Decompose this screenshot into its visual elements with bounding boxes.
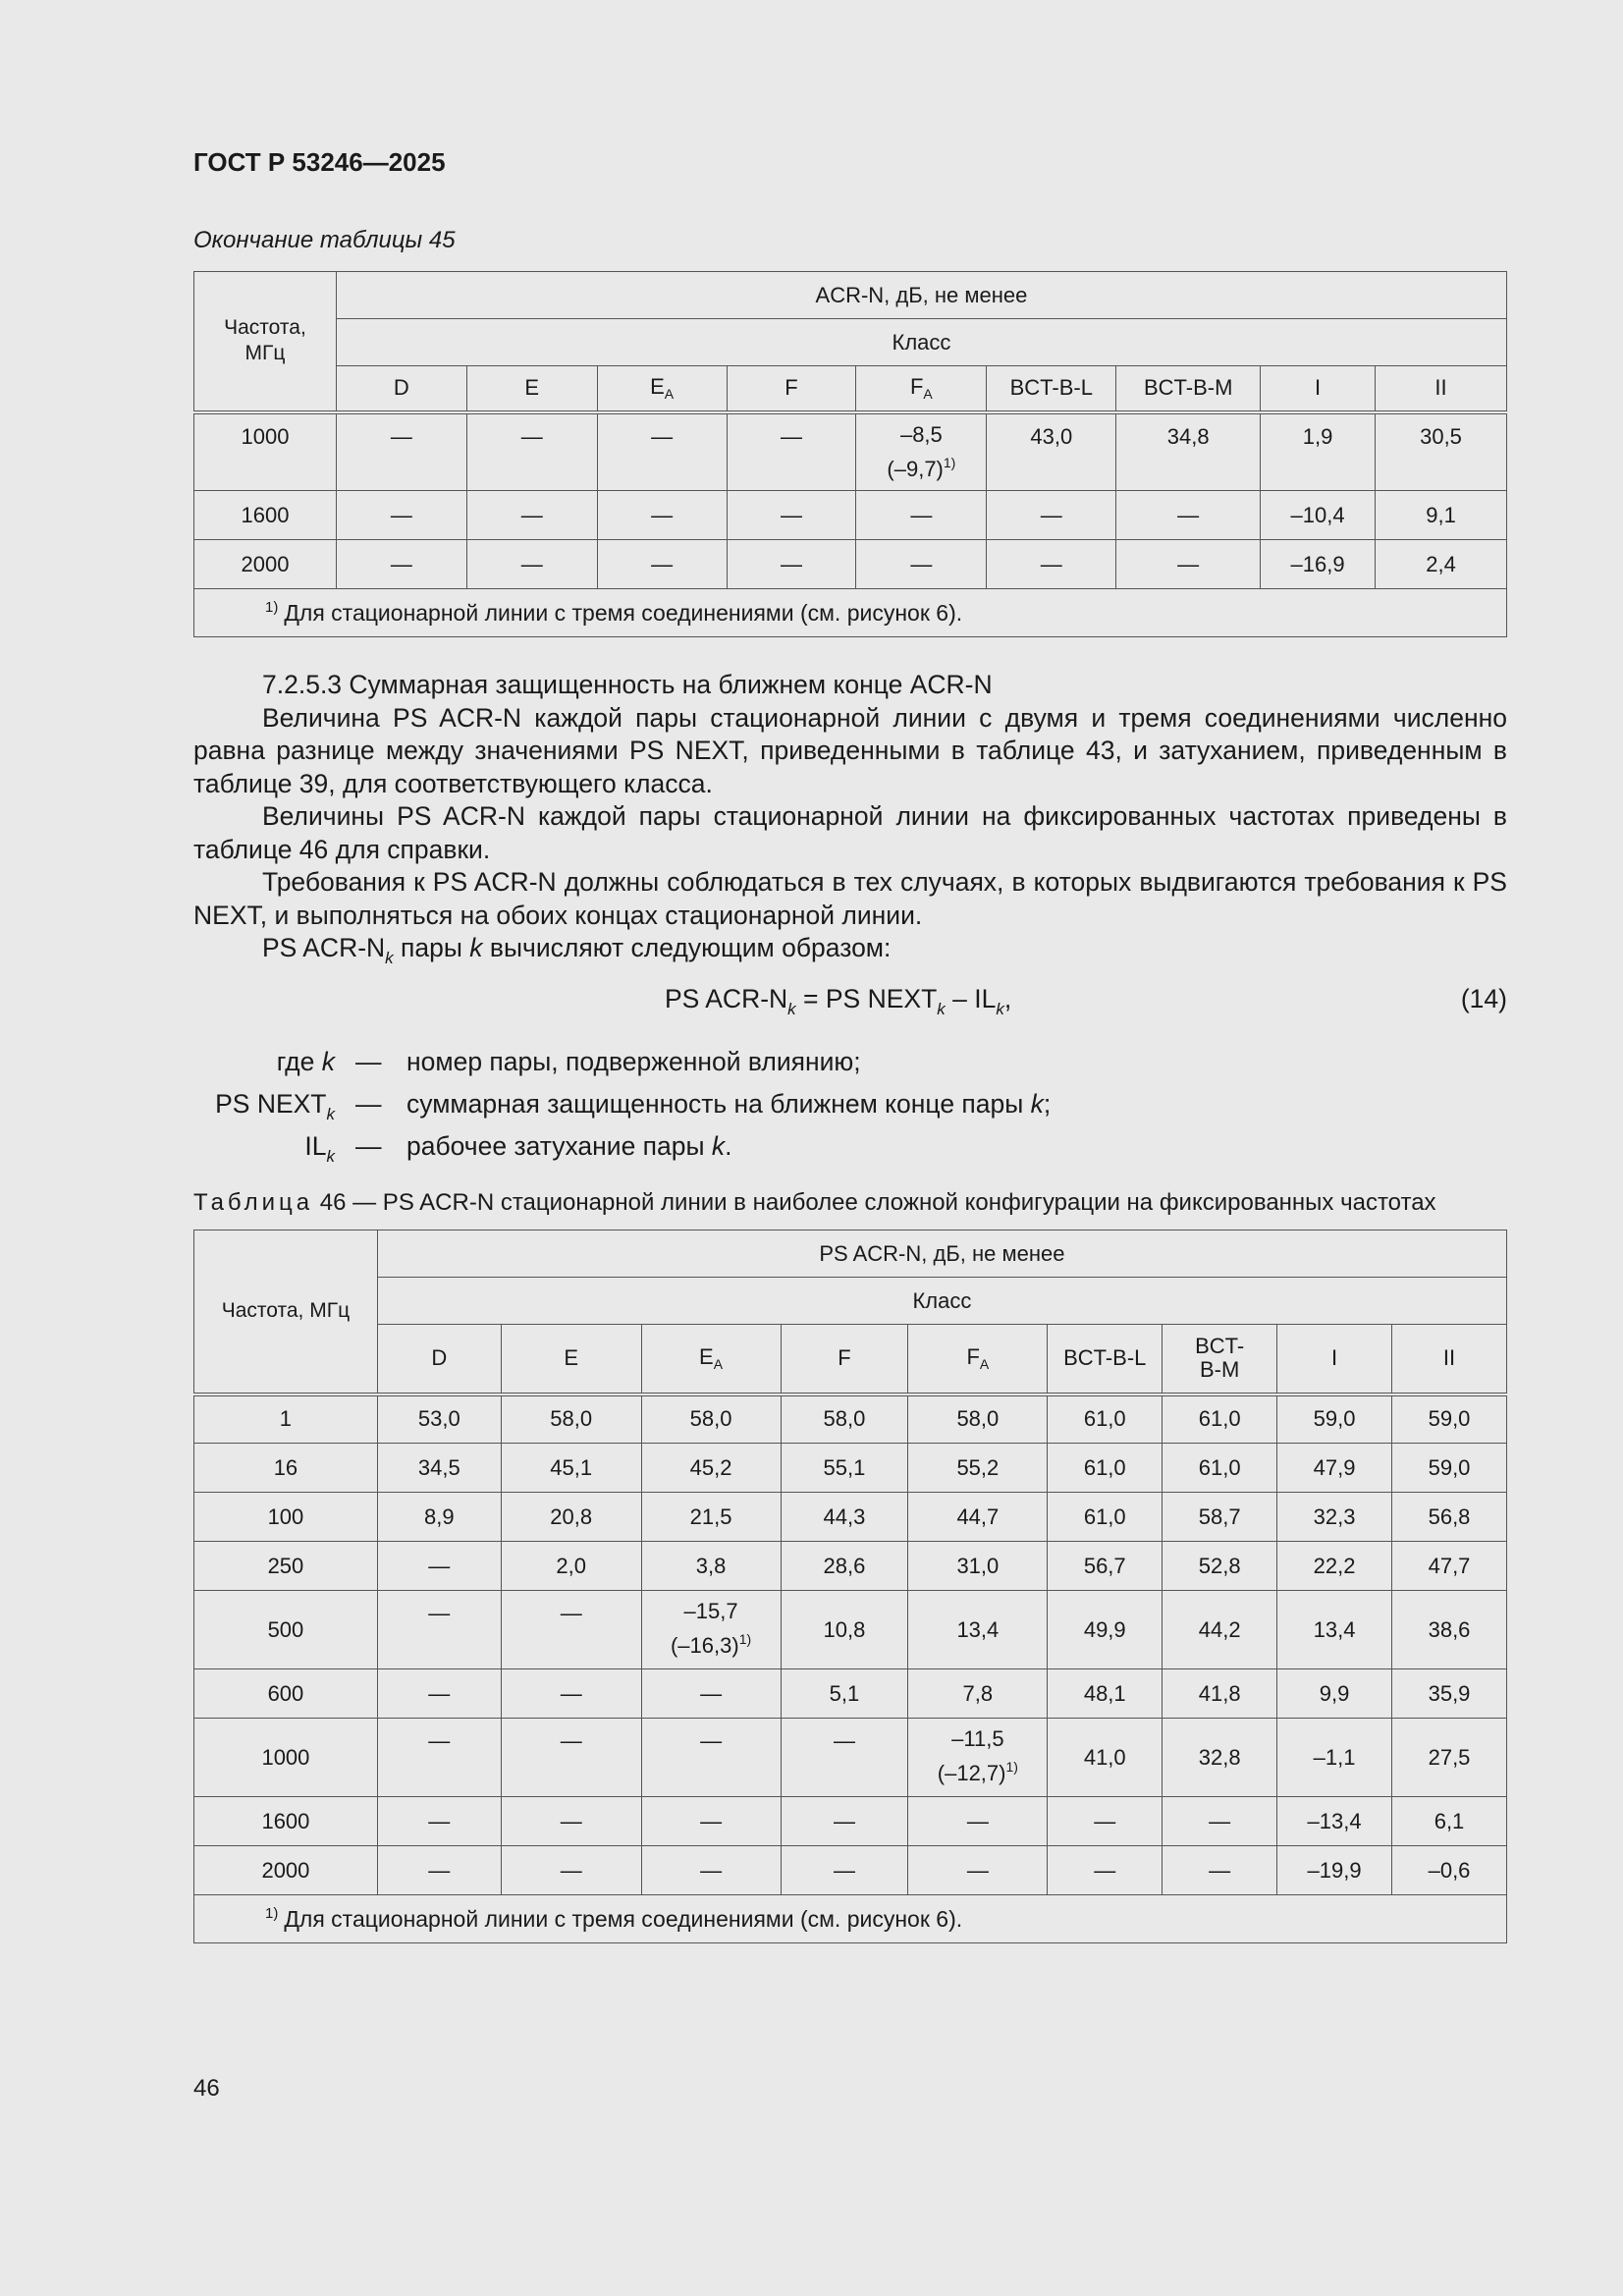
formula-legend xyxy=(193,1047,1507,1174)
table-cell: 9,1 xyxy=(1376,491,1507,540)
table-cell: 47,7 xyxy=(1392,1542,1507,1591)
table-cell: — xyxy=(641,1797,781,1846)
table-cell: — xyxy=(377,1542,501,1591)
table45-footnote: $^{1)}$ Для стационарной линии с тремя соединениями (см. рисунок 6). xyxy=(194,589,1507,637)
table46-freq: 100 xyxy=(194,1493,378,1542)
table-cell: 41,0 xyxy=(1048,1719,1163,1797)
table-cell: — xyxy=(1116,491,1261,540)
table-cell: –16,9 xyxy=(1261,540,1376,589)
table45-column-headers xyxy=(194,366,1507,412)
table-cell: — xyxy=(377,1719,501,1797)
table-cell: 27,5 xyxy=(1392,1719,1507,1797)
table-row xyxy=(194,1846,1507,1895)
table-cell: 13,4 xyxy=(1277,1591,1392,1669)
table46-col-header: BCT-B-L xyxy=(1048,1325,1163,1394)
table-cell: 2,0 xyxy=(501,1542,641,1591)
table-cell: 61,0 xyxy=(1163,1394,1277,1444)
table-cell: — xyxy=(641,1719,781,1797)
table-cell: 34,5 xyxy=(377,1444,501,1493)
table-cell: — xyxy=(501,1846,641,1895)
table45-col-header: D xyxy=(336,366,466,412)
table-cell: 5,1 xyxy=(781,1669,908,1719)
table46-footnote: $^{1)}$ Для стационарной линии с тремя соединениями (см. рисунок 6). xyxy=(194,1895,1507,1943)
table-cell: — xyxy=(1163,1846,1277,1895)
table-cell: — xyxy=(501,1591,641,1669)
table46-caption: Таблица 46 — PS ACR-N стационарной линии в наиболее сложной конфигурации на фиксированных частотах xyxy=(193,1189,1436,1216)
table-cell: –8,5 $(-9,7)^{1)}$ xyxy=(856,412,987,491)
table-cell: 58,0 xyxy=(641,1394,781,1444)
table-row xyxy=(194,1542,1507,1591)
table-row xyxy=(194,1719,1507,1797)
table46-freq: 250 xyxy=(194,1542,378,1591)
table45-col-header: E xyxy=(466,366,597,412)
table45-freq: 1600 xyxy=(194,491,337,540)
table-cell: — xyxy=(336,540,466,589)
table-cell: — xyxy=(501,1669,641,1719)
table-cell: –19,9 xyxy=(1277,1846,1392,1895)
table-cell: –13,4 xyxy=(1277,1797,1392,1846)
table45-row-header-line1: Частота, xyxy=(224,316,306,340)
table-cell: 21,5 xyxy=(641,1493,781,1542)
table-cell: 58,0 xyxy=(781,1394,908,1444)
paragraph: Величина PS ACR-N каждой пары стационарной линии с двумя и тремя соединениями численно равна разнице между значениями PS NEXT, приведенными в таблице 43, и затуханием, приведенным в таблице 39, для соответствующего класса. xyxy=(193,702,1507,798)
table-row xyxy=(194,1493,1507,1542)
table46-footnote-row xyxy=(194,1895,1507,1943)
table45-col-header: BCT-B-M xyxy=(1116,366,1261,412)
table-cell: 49,9 xyxy=(1048,1591,1163,1669)
table-cell: 58,0 xyxy=(501,1394,641,1444)
formula-14 xyxy=(193,984,1507,1019)
table-cell: — xyxy=(641,1669,781,1719)
table-cell: — xyxy=(987,491,1116,540)
table-cell: — xyxy=(781,1719,908,1797)
table-cell: 2,4 xyxy=(1376,540,1507,589)
table-cell: — xyxy=(856,491,987,540)
table-cell: 31,0 xyxy=(908,1542,1048,1591)
table-row xyxy=(194,1591,1507,1669)
page-number: 46 xyxy=(193,2075,220,2102)
paragraph: PS ACR-$N_k$ пары k вычисляют следующим образом: xyxy=(262,933,892,967)
table45-group-header: ACR-N, дБ, не менее xyxy=(336,272,1506,319)
table-cell: — xyxy=(908,1797,1048,1846)
table-cell: 61,0 xyxy=(1048,1394,1163,1444)
table-cell: –15,7 $(-16,3)^{1)}$ xyxy=(641,1591,781,1669)
paragraph: Требования к PS ACR-N должны соблюдаться в тех случаях, в которых выдвигаются требования к PS NEXT, и выполняться на обоих концах стационарной линии. xyxy=(193,867,1507,930)
table45-row-header-line2: МГц xyxy=(244,342,286,365)
table-cell: 61,0 xyxy=(1048,1493,1163,1542)
table-cell: 58,0 xyxy=(908,1394,1048,1444)
table-cell: — xyxy=(336,412,466,491)
table-row xyxy=(194,412,1507,491)
table45-col-header: BCT-B-L xyxy=(987,366,1116,412)
table-cell: 43,0 xyxy=(987,412,1116,491)
table45-freq: 2000 xyxy=(194,540,337,589)
table-cell: — xyxy=(1116,540,1261,589)
table45-col-header: I xyxy=(1261,366,1376,412)
table46-col-header: $F_A$ xyxy=(908,1325,1048,1394)
table-cell: 56,8 xyxy=(1392,1493,1507,1542)
table-cell: — xyxy=(1163,1797,1277,1846)
table-cell: 35,9 xyxy=(1392,1669,1507,1719)
table-cell: — xyxy=(597,412,727,491)
table46-column-headers xyxy=(194,1325,1507,1394)
section-heading: 7.2.5.3 Суммарная защищенность на ближнем конце ACR-N xyxy=(262,670,993,699)
table46-col-header: F xyxy=(781,1325,908,1394)
table-cell: 32,3 xyxy=(1277,1493,1392,1542)
table-cell: 55,1 xyxy=(781,1444,908,1493)
table-cell: — xyxy=(336,491,466,540)
table46-class-header: Класс xyxy=(377,1278,1506,1325)
table-cell: 41,8 xyxy=(1163,1669,1277,1719)
table-cell: 44,2 xyxy=(1163,1591,1277,1669)
section-text xyxy=(193,669,1507,975)
table-cell: –1,1 xyxy=(1277,1719,1392,1797)
legend-item: PS $NEXT_k$ — суммарная защищенность на ближнем конце пары k; xyxy=(215,1089,1052,1123)
table45-col-header: $E_A$ xyxy=(597,366,727,412)
table-cell: 7,8 xyxy=(908,1669,1048,1719)
table46 xyxy=(193,1230,1507,1943)
table-cell: — xyxy=(727,412,856,491)
table-cell: — xyxy=(377,1669,501,1719)
table-cell: — xyxy=(597,540,727,589)
table-cell: — xyxy=(1048,1797,1163,1846)
table-cell: — xyxy=(727,540,856,589)
table-row xyxy=(194,1394,1507,1444)
table46-col-header: II xyxy=(1392,1325,1507,1394)
table-cell: — xyxy=(1048,1846,1163,1895)
table-cell: 59,0 xyxy=(1277,1394,1392,1444)
table46-col-header: I xyxy=(1277,1325,1392,1394)
table45-col-header: II xyxy=(1376,366,1507,412)
table-cell: 45,2 xyxy=(641,1444,781,1493)
table46-freq: 2000 xyxy=(194,1846,378,1895)
table-cell: — xyxy=(641,1846,781,1895)
table45-caption: Окончание таблицы 45 xyxy=(193,227,456,253)
table-cell: 55,2 xyxy=(908,1444,1048,1493)
table-cell: — xyxy=(987,540,1116,589)
table-cell: –0,6 xyxy=(1392,1846,1507,1895)
table-cell: 53,0 xyxy=(377,1394,501,1444)
table-cell: — xyxy=(597,491,727,540)
table-cell: — xyxy=(466,412,597,491)
table46-col-header: E xyxy=(501,1325,641,1394)
table-cell: 58,7 xyxy=(1163,1493,1277,1542)
table-cell: 52,8 xyxy=(1163,1542,1277,1591)
table-cell: 34,8 xyxy=(1116,412,1261,491)
table46-freq: 1 xyxy=(194,1394,378,1444)
table-cell: 8,9 xyxy=(377,1493,501,1542)
legend-item: $IL_k$ — рабочее затухание пары k. xyxy=(304,1131,732,1166)
table-cell: — xyxy=(466,491,597,540)
table-cell: — xyxy=(377,1797,501,1846)
table-row xyxy=(194,1444,1507,1493)
table-cell: 6,1 xyxy=(1392,1797,1507,1846)
formula-expression: PS ACR-$N_k$ = PS $NEXT_k - IL_k$, xyxy=(665,984,1012,1018)
table-cell: 59,0 xyxy=(1392,1444,1507,1493)
table45-class-header: Класс xyxy=(336,319,1506,366)
table46-body xyxy=(194,1394,1507,1895)
table-row xyxy=(194,1797,1507,1846)
table-cell: 20,8 xyxy=(501,1493,641,1542)
table-row xyxy=(194,491,1507,540)
table-cell: 61,0 xyxy=(1163,1444,1277,1493)
table46-row-header: Частота, МГц xyxy=(194,1230,378,1394)
table45-col-header: $F_A$ xyxy=(856,366,987,412)
table-cell: –10,4 xyxy=(1261,491,1376,540)
table-cell: — xyxy=(727,491,856,540)
table-cell: — xyxy=(377,1846,501,1895)
table-cell: 44,3 xyxy=(781,1493,908,1542)
table-cell: 47,9 xyxy=(1277,1444,1392,1493)
table-cell: — xyxy=(781,1846,908,1895)
table45-freq: 1000 xyxy=(194,412,337,491)
table-cell: 48,1 xyxy=(1048,1669,1163,1719)
table46-freq: 1600 xyxy=(194,1797,378,1846)
table-cell: 13,4 xyxy=(908,1591,1048,1669)
table46-col-header: D xyxy=(377,1325,501,1394)
table46-freq: 1000 xyxy=(194,1719,378,1797)
table-cell: 32,8 xyxy=(1163,1719,1277,1797)
table-cell: 22,2 xyxy=(1277,1542,1392,1591)
table-cell: 30,5 xyxy=(1376,412,1507,491)
table-cell: 45,1 xyxy=(501,1444,641,1493)
table-cell: 61,0 xyxy=(1048,1444,1163,1493)
table45-col-header: F xyxy=(727,366,856,412)
table-cell: — xyxy=(856,540,987,589)
table-cell: 9,9 xyxy=(1277,1669,1392,1719)
table-cell: — xyxy=(377,1591,501,1669)
legend-item: где k — номер пары, подверженной влиянию; xyxy=(276,1047,861,1076)
table-cell: — xyxy=(781,1797,908,1846)
table46-freq: 500 xyxy=(194,1591,378,1669)
table46-freq: 600 xyxy=(194,1669,378,1719)
table45 xyxy=(193,271,1507,637)
table-cell: 38,6 xyxy=(1392,1591,1507,1669)
table-row xyxy=(194,540,1507,589)
table-cell: — xyxy=(466,540,597,589)
table-cell: –11,5 $(-12,7)^{1)}$ xyxy=(908,1719,1048,1797)
table-cell: 56,7 xyxy=(1048,1542,1163,1591)
table46-col-header: $E_A$ xyxy=(641,1325,781,1394)
table-cell: 10,8 xyxy=(781,1591,908,1669)
formula-number: (14) xyxy=(1460,984,1507,1013)
table45-footnote-row xyxy=(194,589,1507,637)
table-cell: — xyxy=(501,1797,641,1846)
table-cell: — xyxy=(908,1846,1048,1895)
table46-group-header: PS ACR-N, дБ, не менее xyxy=(377,1230,1506,1278)
paragraph: Величины PS ACR-N каждой пары стационарной линии на фиксированных частотах приведены в таблице 46 для справки. xyxy=(193,801,1507,864)
table-row xyxy=(194,1669,1507,1719)
table45-row-header xyxy=(194,272,337,412)
table46-freq: 16 xyxy=(194,1444,378,1493)
table-cell: — xyxy=(501,1719,641,1797)
document-header-title: ГОСТ Р 53246—2025 xyxy=(193,147,446,177)
table-cell: 59,0 xyxy=(1392,1394,1507,1444)
table-cell: 28,6 xyxy=(781,1542,908,1591)
table-cell: 1,9 xyxy=(1261,412,1376,491)
table46-col-header: BCT- B-M xyxy=(1163,1325,1277,1394)
table-cell: 3,8 xyxy=(641,1542,781,1591)
table-cell: 44,7 xyxy=(908,1493,1048,1542)
